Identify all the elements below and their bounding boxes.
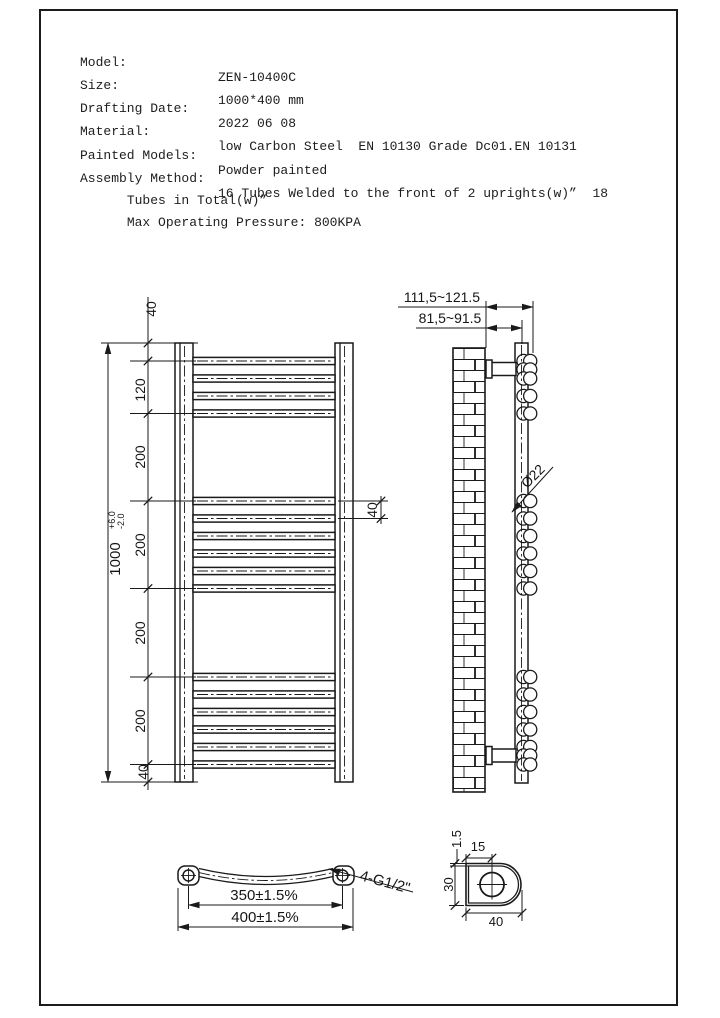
wall-bracket-bottom xyxy=(486,747,516,765)
spec-row-model xyxy=(80,40,297,85)
spec-label: Size: xyxy=(80,78,120,93)
svg-text:+6.0: +6.0 xyxy=(107,511,117,529)
dim-wall-thickness: 1.5 xyxy=(449,829,464,849)
dim-wall-to-upright: 81,5~91.5 xyxy=(418,310,482,326)
dim-gap-1: 200 xyxy=(132,445,148,469)
spec-label: Assembly Method: xyxy=(80,171,205,186)
spacer xyxy=(306,215,314,230)
spec-label: Drafting Date: xyxy=(80,101,190,116)
detail-view xyxy=(441,830,526,929)
dim-hole-spacing: 350±1.5% xyxy=(230,887,298,904)
spec-value: 800KPA xyxy=(314,215,361,230)
spec-continuation: Tubes in Total(w)” xyxy=(126,193,268,208)
dim-wall-to-tube-front: 111,5~121.5 xyxy=(403,289,481,305)
wall-section xyxy=(453,348,485,792)
dim-profile-depth: 30 xyxy=(441,877,456,892)
dim-overall-height xyxy=(107,511,126,575)
wall-bracket-top xyxy=(486,360,516,378)
fitting-left xyxy=(178,866,199,885)
spec-label: Material: xyxy=(80,124,151,139)
spec-value: ZEN-10400C xyxy=(218,70,297,85)
dim-profile-width: 40 xyxy=(488,914,504,929)
spec-row-painted-models xyxy=(80,133,328,178)
spec-value: 16 Tubes Welded to the front of 2 uprights(w)” 18 xyxy=(218,186,609,201)
spec-row-assembly-continuation xyxy=(80,178,268,208)
dim-hole-offset: 15 xyxy=(470,839,486,854)
svg-text:-2.0: -2.0 xyxy=(116,513,126,529)
front-view xyxy=(101,297,388,790)
spec-value: 2022 06 08 xyxy=(218,116,297,131)
spec-value: 1000*400 mm xyxy=(218,93,304,108)
dim-bottom-offset: 40 xyxy=(135,764,151,780)
spec-label: Painted Models: xyxy=(80,148,198,163)
dim-top-offset: 40 xyxy=(143,301,159,317)
dim-tube-diameter: Ø22 xyxy=(517,460,548,491)
dim-gap-4: 200 xyxy=(132,709,148,733)
spec-label: Model: xyxy=(80,55,127,70)
dim-overall-width: 400±1.5% xyxy=(231,909,299,926)
spec-value: Powder painted xyxy=(218,163,328,178)
side-view xyxy=(398,289,553,792)
spec-row-max-pressure xyxy=(80,200,361,230)
dim-gap-3: 200 xyxy=(132,621,148,645)
top-view xyxy=(178,866,413,931)
dim-top-group: 120 xyxy=(132,378,148,402)
spec-label: Max Operating Pressure: xyxy=(126,215,307,230)
spec-value: low Carbon Steel EN 10130 Grade Dc01.EN 10131 xyxy=(218,139,577,154)
dim-tube-pitch: 40 xyxy=(364,502,380,518)
dim-connections: 4-G1/2" xyxy=(357,867,412,898)
svg-text:1000: 1000 xyxy=(107,542,124,576)
dim-gap-2: 200 xyxy=(132,533,148,557)
